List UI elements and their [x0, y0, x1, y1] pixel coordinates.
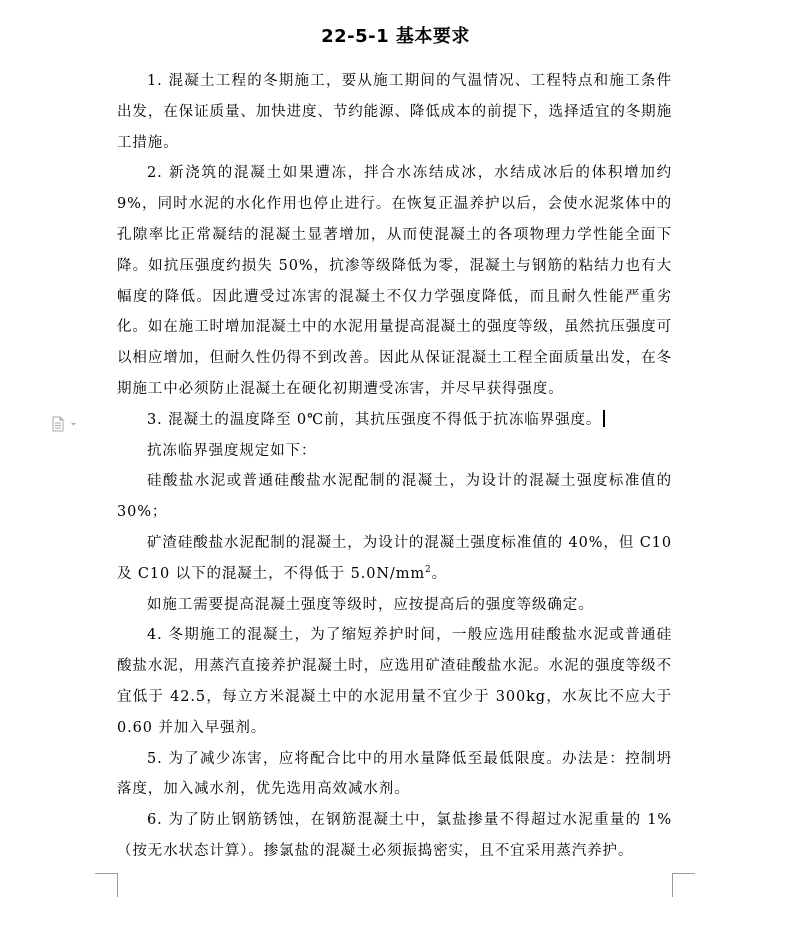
paragraph-10: 6. 为了防止钢筋锈蚀，在钢筋混凝土中，氯盐掺量不得超过水泥重量的 1%（按无水状态计算）。掺氯盐的混凝土必须振捣密实，且不宜采用蒸汽养护。	[117, 812, 672, 859]
paragraph-3	[117, 405, 672, 436]
crop-mark-left-horizontal	[95, 873, 118, 874]
paragraph-6	[117, 528, 672, 590]
text-cursor	[603, 410, 605, 427]
paragraph-options-button[interactable]	[52, 416, 80, 432]
paragraph-8: 4. 冬期施工的混凝土，为了缩短养护时间，一般应选用硅酸盐水泥或普通硅酸盐水泥，用蒸汽直接养护混凝土时，应选用矿渣硅酸盐水泥。水泥的强度等级不宜低于 42.5，每立方米混凝土中的水泥用量不宜少于 300kg，水灰比不应大于 0.60 并加入早强剂。	[117, 627, 672, 736]
document-paragraph-icon	[52, 416, 80, 432]
paragraph-6-end: 。	[431, 565, 448, 582]
paragraph-7: 如施工需要提高混凝土强度等级时，应按提高后的强度等级确定。	[147, 596, 594, 613]
paragraph-2: 2. 新浇筑的混凝土如果遭冻，拌合水冻结成冰，水结成冰后的体积增加约9%，同时水泥的水化作用也停止进行。在恢复正温养护以后，会使水泥浆体中的孔隙率比正常凝结的混凝土显著增加，从而使混凝土的各项物理力学性能全面下降。如抗压强度约损失 50%，抗渗等级降低为零，混凝土与钢筋的粘结力也有大幅度的降低。因此遭受过冻害的混凝土不仅力学强度降低，而且耐久性能严重劣化。如在施工时增加混凝土中的水泥用量提高混凝土的强度等级，虽然抗压强度可以相应增加，但耐久性仍得不到改善。因此从保证混凝土工程全面质量出发，在冬期施工中必须防止混凝土在硬化初期遭受冻害，并尽早获得强度。	[117, 165, 672, 397]
document-body[interactable]	[117, 66, 672, 867]
superscript: 2	[425, 564, 432, 575]
crop-mark-right-vertical	[672, 873, 673, 897]
paragraph-5: 硅酸盐水泥或普通硅酸盐水泥配制的混凝土，为设计的混凝土强度标准值的30%；	[117, 473, 672, 521]
paragraph-3-text: 3. 混凝土的温度降至 0℃前，其抗压强度不得低于抗冻临界强度。	[147, 411, 602, 428]
section-title: 22-5-1 基本要求	[321, 26, 470, 47]
paragraph-4: 抗冻临界强度规定如下：	[147, 442, 317, 459]
paragraph-1: 1. 混凝土工程的冬期施工，要从施工期间的气温情况、工程特点和施工条件出发，在保证质量、加快进度、节约能源、降低成本的前提下，选择适宜的冬期施工措施。	[117, 73, 672, 151]
crop-mark-left-vertical	[117, 873, 118, 897]
crop-mark-right-horizontal	[672, 873, 695, 874]
paragraph-9: 5. 为了减少冻害，应将配合比中的用水量降低至最低限度。办法是：控制坍落度，加入减水剂，优先选用高效减水剂。	[117, 750, 672, 798]
paragraph-6-text: 矿渣硅酸盐水泥配制的混凝土，为设计的混凝土强度标准值的 40%，但 C10 及 C10 以下的混凝土，不得低于 5.0N/mm	[117, 534, 672, 582]
